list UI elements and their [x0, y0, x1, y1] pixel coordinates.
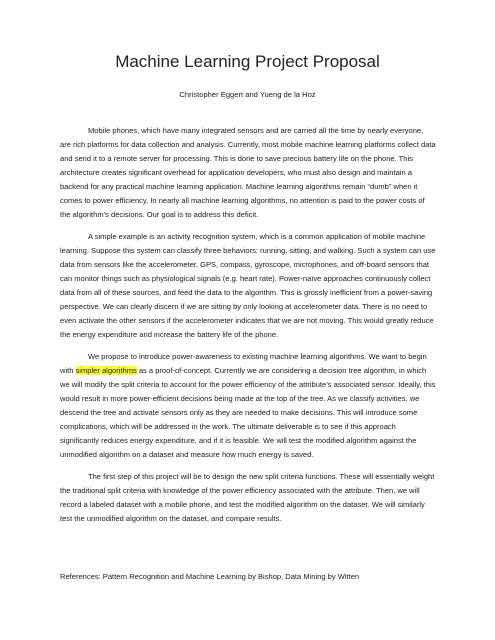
paragraph-3 — [60, 350, 436, 462]
paragraph-1: Mobile phones, which have many integrated sensors and are carried all the time by nearly everyone, are rich platforms for data collection and analysis. Currently, most mobile machine learning platforms collect data and send it to a remote server for processing. This is done to save precious battery life on the phone. This architecture creates significant overhead for application developers, who must also design and maintain a backend for any practical machine learning application. Machine learning algorithms remain “dumb” when it comes to power efficiency. In nearly all machine learning algorithms, no attention is paid to the power costs of the algorithm’s decisions. Our goal is to address this deficit. — [60, 126, 436, 219]
paragraph-4: The first step of this project will be to design the new split criteria functions. These will essentially weight the traditional split criteria with knowledge of the power efficiency associated with the attribute. Then, we will record a labeled dataset with a mobile phone, and test the modified algorithm on the dataset. We will similarly test the unmodified algorithm on the dataset, and compare results. — [60, 472, 435, 523]
paragraph-2: A simple example is an activity recognition system, which is a common application of mobile machine learning. Suppose this system can classify three behaviors: running, sitting, and walking. Such a system can use data from sensors like the accelerometer, GPS, compass, gyroscope, microphones, and off-board sensors that can monitor things such as physiological signals (e.g. heart rate). Power-naïve approaches continuously collect data from all of these sources, and feed the data to the algorithm. This is grossly inefficient from a power-saving perspective. We can clearly discern if we are sitting by only looking at accelerometer data. There is no need to even activate the other sensors if the accelerometer indicates that we are not moving. This would greatly reduce the energy expenditure and increase the battery life of the phone. — [60, 232, 436, 339]
document-title: Machine Learning Project Proposal — [115, 52, 380, 71]
paragraph-3-text-start: We propose to introduce power-awareness to existing machine learning algorithms. We want to begin with — [60, 352, 427, 375]
document-body — [60, 124, 436, 534]
paragraph-3-text-end: as a proof-of-concept. Currently we are considering a decision tree algorithm, in which we will modify the split criteria to account for the power efficiency of the attribute’s associated sensor. Ideally, this would result in more power-efficient decisions being made at the top of the tree. As we classify activities, we descend the tree and activate sensors only as they are needed to make decisions. This will introduce some complications, which will be addressed in the work. The ultimate deliverable is to see if this approach significantly reduces energy expenditure, and if it is feasible. We will test the modified algorithm against the unmodified algorithm on a dataset and measure how much energy is saved. — [60, 366, 436, 459]
document-authors: Christopher Eggert and Yueng de la Hoz — [179, 90, 316, 99]
references-line: References: Pattern Recognition and Machine Learning by Bishop, Data Mining by Witten — [60, 572, 360, 581]
highlighted-phrase: simpler algorithms — [75, 366, 137, 375]
